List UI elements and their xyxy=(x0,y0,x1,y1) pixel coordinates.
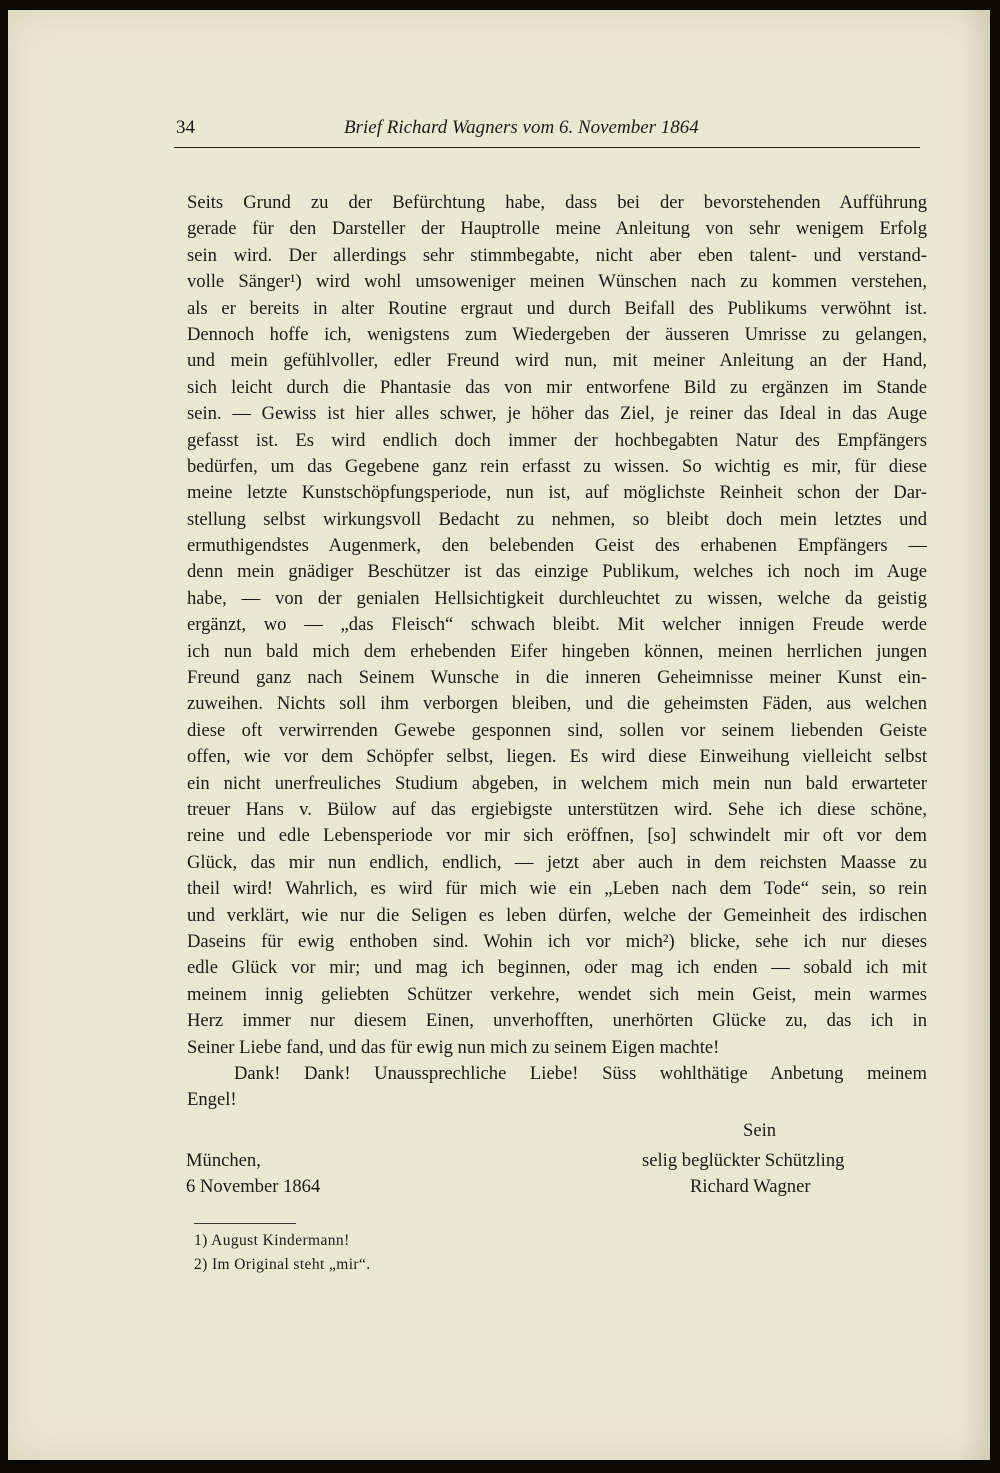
text-line: treuer Hans v. Bülow auf das ergiebigste unterstützen wird. Sehe ich diese schöne, xyxy=(187,798,927,820)
text-line: Herz immer nur diesem Einen, unverhofften, unerhörten Glücke zu, das ich in xyxy=(187,1010,927,1032)
text-line: volle Sänger¹) wird wohl umsoweniger meinen Wünschen nach zu kommen verstehen, xyxy=(187,271,927,293)
text-line: ich nun bald mich dem erhebenden Eifer hingeben können, meinen herrlichen jungen xyxy=(187,640,927,662)
text-line: Dank! Dank! Unaussprechliche Liebe! Süss wohlthätige Anbetung meinem xyxy=(234,1062,927,1084)
text-line: sich leicht durch die Phantasie das von mir entworfene Bild zu ergänzen im Stande xyxy=(187,376,927,398)
text-line: Seiner Liebe fand, und das für ewig nun mich zu seinem Eigen machte! xyxy=(187,1036,720,1058)
text-line: gefasst ist. Es wird endlich doch immer der hochbegabten Natur des Empfängers xyxy=(187,429,927,451)
text-line: und verklärt, wie nur die Seligen es leben dürfen, welche der Gemeinheit des irdischen xyxy=(187,904,927,926)
text-line: zuweihen. Nichts soll ihm verborgen bleiben, und die geheimsten Fäden, aus welchen xyxy=(187,693,927,715)
text-line: denn mein gnädiger Beschützer ist das einzige Publikum, welches ich noch im Auge xyxy=(187,561,927,583)
letter-body xyxy=(187,190,927,1114)
text-line: edle Glück vor mir; und mag ich beginnen, oder mag ich enden — sobald ich mit xyxy=(187,957,927,979)
footnote-rule xyxy=(194,1223,296,1224)
footnote-1-marker: 1) xyxy=(194,1232,208,1249)
closing-place: München, xyxy=(186,1150,261,1171)
footnote-1 xyxy=(194,1232,350,1250)
text-line: diese oft verwirrenden Gewebe gesponnen sind, sollen vor seinem liebenden Geiste xyxy=(187,719,927,741)
text-line: reine und edle Lebensperiode vor mir sich eröffnen, [so] schwindelt mir oft vor dem xyxy=(187,825,927,847)
closing-complimentary: selig beglückter Schützling xyxy=(642,1150,845,1171)
text-line: stellung selbst wirkungsvoll Bedacht zu nehmen, so bleibt doch mein letztes und xyxy=(187,508,927,530)
text-line: und mein gefühlvoller, edler Freund wird nun, mit meiner Anleitung an der Hand, xyxy=(187,350,927,372)
text-line: meinem innig geliebten Schützer verkehre, wendet sich mein Geist, mein warmes xyxy=(187,983,927,1005)
text-line: habe, — von der genialen Hellsichtigkeit durchleuchtet zu wissen, welche da geistig xyxy=(187,587,927,609)
text-line: meine letzte Kunstschöpfungsperiode, nun ist, auf möglichste Reinheit schon der Dar- xyxy=(187,482,927,504)
book-page xyxy=(8,10,990,1460)
text-line: Seits Grund zu der Befürchtung habe, dass bei der bevorstehenden Aufführung xyxy=(187,192,927,213)
text-line: Engel! xyxy=(187,1089,237,1111)
text-line: offen, wie vor dem Schöpfer selbst, liegen. Es wird diese Einweihung vielleicht selbst xyxy=(187,746,927,768)
footnote-2-marker: 2) xyxy=(194,1256,208,1273)
text-line: Glück, das mir nun endlich, endlich, — jetzt aber auch in dem reichsten Maasse zu xyxy=(187,851,927,873)
footnote-2 xyxy=(194,1256,371,1274)
text-line: Dennoch hoffe ich, wenigstens zum Wiedergeben der äusseren Umrisse zu gelangen, xyxy=(187,323,927,345)
closing-sein: Sein xyxy=(743,1120,777,1141)
text-line: als er bereits in alter Routine ergraut und durch Beifall des Publikums verwöhnt ist. xyxy=(187,297,927,319)
text-line: ergänzt, wo — „das Fleisch“ schwach bleibt. Mit welcher innigen Freude werde xyxy=(187,614,927,636)
text-line: sein. — Gewiss ist hier alles schwer, je höher das Ziel, je reiner das Ideal in das Auge xyxy=(187,403,927,425)
text-line: Daseins für ewig enthoben sind. Wohin ich vor mich²) blicke, sehe ich nur dieses xyxy=(187,930,927,952)
page-number: 34 xyxy=(176,117,195,138)
running-title: Brief Richard Wagners vom 6. November 1864 xyxy=(344,117,699,138)
text-line: ermuthigendstes Augenmerk, den belebenden Geist des erhabenen Empfängers — xyxy=(187,535,927,557)
footnote-1-text: August Kindermann! xyxy=(211,1232,350,1249)
text-line: Freund ganz nach Seinem Wunsche in die inneren Geheimnisse meiner Kunst ein- xyxy=(187,667,927,689)
page-header xyxy=(174,113,920,148)
text-line: sein wird. Der allerdings sehr stimmbegabte, nicht aber eben talent- und verstand- xyxy=(187,244,927,266)
text-line: bedürfen, um das Gegebene ganz rein erfasst zu wissen. So wichtig es mir, für diese xyxy=(187,455,927,477)
text-line: gerade für den Darsteller der Hauptrolle meine Anleitung von sehr wenigem Erfolg xyxy=(187,218,927,240)
text-line: ein nicht unerfreuliches Studium abgeben, in welchem mich mein nun bald erwarteter xyxy=(187,772,927,794)
signature: Richard Wagner xyxy=(690,1176,811,1197)
closing-date: 6 November 1864 xyxy=(186,1176,321,1197)
footnote-2-text: Im Original steht „mir“. xyxy=(212,1256,371,1273)
text-line: theil wird! Wahrlich, es wird für mich wie ein „Leben nach dem Tode“ sein, so rein xyxy=(187,878,927,900)
